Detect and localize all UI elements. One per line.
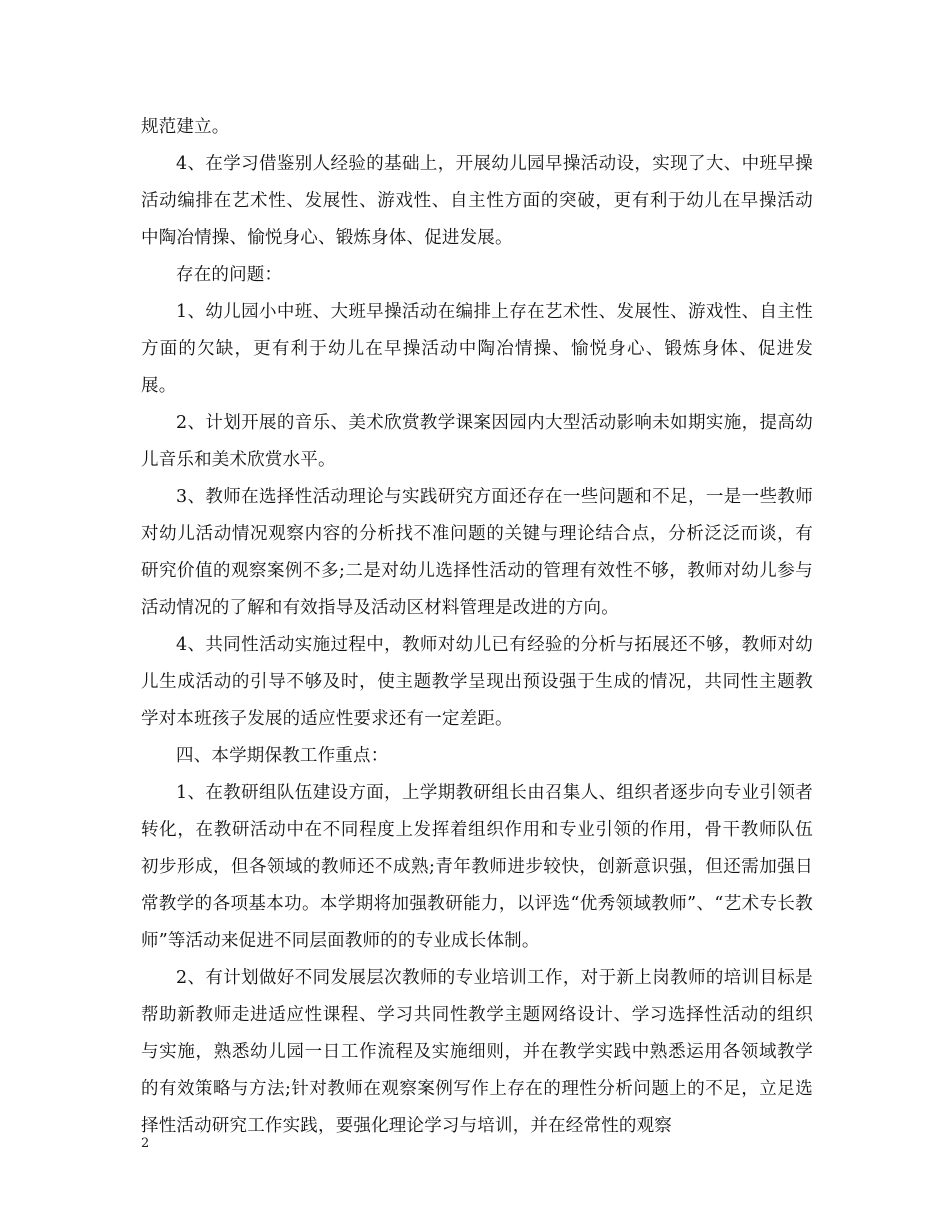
- document-body: [141, 109, 813, 1145]
- paragraph-10: 2、有计划做好不同发展层次教师的专业培训工作，对于新上岗教师的培训目标是帮助新教师走进适应性课程、学习共同性教学主题网络设计、学习选择性活动的组织与实施，熟悉幼儿园一日工作流程及实施细则，并在教学实践中熟悉运用各领域教学的有效策略与方法;针对教师在观察案例写作上存在的理性分析问题上的不足，立足选择性活动研究工作实践，要强化理论学习与培训，并在经常性的观察: [141, 968, 813, 1136]
- paragraph-6: 3、教师在选择性活动理论与实践研究方面还存在一些问题和不足，一是一些教师对幼儿活动情况观察内容的分析找不准问题的关键与理论结合点，分析泛泛而谈，有研究价值的观察案例不多;二是对幼儿选择性活动的管理有效性不够，教师对幼儿参与活动情况的了解和有效指导及活动区材料管理是改进的方向。: [141, 487, 813, 618]
- paragraph-5: 2、计划开展的音乐、美术欣赏教学课案因园内大型活动影响未如期实施，提高幼儿音乐和美术欣赏水平。: [141, 413, 813, 470]
- paragraph-2: 4、在学习借鉴别人经验的基础上，开展幼儿园早操活动设，实现了大、中班早操活动编排在艺术性、发展性、游戏性、自主性方面的突破，更有利于幼儿在早操活动中陶冶情操、愉悦身心、锻炼身体、促进发展。: [141, 154, 813, 248]
- page-number: 2: [141, 1136, 150, 1151]
- paragraph-7: 4、共同性活动实施过程中，教师对幼儿已有经验的分析与拓展还不够，教师对幼儿生成活动的引导不够及时，使主题教学呈现出预设强于生成的情况，共同性主题教学对本班孩子发展的适应性要求还有一定差距。: [141, 635, 813, 729]
- paragraph-9: 1、在教研组队伍建设方面，上学期教研组长由召集人、组织者逐步向专业引领者转化，在教研活动中在不同程度上发挥着组织作用和专业引领的作用，骨干教师队伍初步形成，但各领域的教师还不成熟;青年教师进步较快，创新意识强，但还需加强日常教学的各项基本功。本学期将加强教研能力，以评选“优秀领域教师”、“艺术专长教师”等活动来促进不同层面教师的的专业成长体制。: [141, 783, 813, 951]
- section-heading-problems: 存在的问题：: [176, 265, 283, 285]
- section-heading-focus: 四、本学期保教工作重点：: [176, 746, 389, 766]
- paragraph-4: 1、幼儿园小中班、大班早操活动在编排上存在艺术性、发展性、游戏性、自主性方面的欠缺，更有利于幼儿在早操活动中陶冶情操、愉悦身心、锻炼身体、促进发展。: [141, 302, 813, 396]
- paragraph-1: 规范建立。: [141, 117, 230, 137]
